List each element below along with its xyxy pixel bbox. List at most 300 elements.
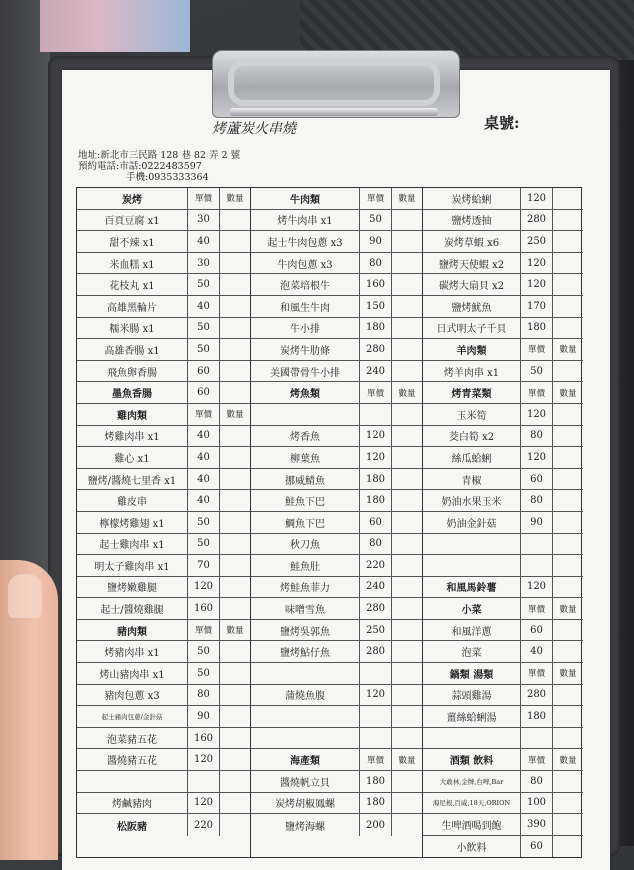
- item-price: 40: [521, 641, 553, 662]
- section-title: 炭烤: [77, 188, 188, 209]
- item-quantity: [392, 447, 422, 468]
- menu-item-row: [77, 793, 250, 815]
- background-poster: [40, 0, 190, 52]
- item-name: 鯛魚下巴: [251, 512, 360, 533]
- menu-item-row: [77, 296, 250, 318]
- item-quantity: [220, 296, 250, 317]
- item-price: 250: [360, 620, 392, 641]
- thumb-nail: [8, 574, 42, 618]
- item-quantity: [392, 598, 422, 619]
- item-price: 40: [188, 231, 220, 252]
- item-price: 180: [521, 706, 553, 727]
- price-header: 單價: [521, 598, 553, 619]
- menu-item-row: [251, 814, 422, 836]
- item-name: 鹽烤透抽: [423, 210, 521, 231]
- item-quantity: [220, 253, 250, 274]
- item-quantity: [553, 469, 583, 490]
- item-price: 30: [188, 253, 220, 274]
- item-name: 炭烤牛肋條: [251, 339, 360, 360]
- item-quantity: [220, 512, 250, 533]
- menu-item-row: [77, 318, 250, 340]
- menu-column-2: [251, 188, 423, 857]
- item-quantity: [553, 361, 583, 382]
- menu-item-row: [251, 706, 422, 728]
- menu-item-row: [77, 361, 250, 383]
- item-name: [251, 706, 360, 727]
- item-name: 鹽烤嫩雞腿: [77, 577, 188, 598]
- item-quantity: [553, 426, 583, 447]
- item-price: 160: [360, 274, 392, 295]
- menu-item-row: [251, 641, 422, 663]
- section-title: 羊肉類: [423, 339, 521, 360]
- item-price: 40: [188, 469, 220, 490]
- item-quantity: [392, 274, 422, 295]
- item-price: [188, 771, 220, 792]
- item-name: 碳烤大扇貝 x2: [423, 274, 521, 295]
- menu-item-row: [423, 253, 583, 275]
- item-name: 醬燒豬五花: [77, 749, 188, 770]
- menu-item-row: [423, 793, 583, 815]
- item-quantity: [392, 296, 422, 317]
- item-name: 味噌雪魚: [251, 598, 360, 619]
- item-name: 花枝丸 x1: [77, 274, 188, 295]
- menu-item-row: [251, 534, 422, 556]
- item-quantity: [553, 706, 583, 727]
- item-price: 120: [360, 685, 392, 706]
- menu-item-row: [251, 555, 422, 577]
- item-price: 120: [188, 577, 220, 598]
- item-price: 240: [360, 361, 392, 382]
- menu-item-row: [251, 274, 422, 296]
- quantity-header: 數量: [559, 388, 577, 399]
- menu-item-row: [423, 361, 583, 383]
- menu-item-row: [77, 663, 250, 685]
- item-price: 80: [360, 534, 392, 555]
- item-quantity: [392, 253, 422, 274]
- item-price: 180: [360, 318, 392, 339]
- item-price: 280: [521, 685, 553, 706]
- menu-section-header: [423, 382, 583, 404]
- menu-item-row: [77, 685, 250, 707]
- menu-item-row: [423, 577, 583, 599]
- item-quantity: [220, 641, 250, 662]
- item-name: 炭烤蛤蜊: [423, 188, 521, 209]
- item-quantity: [392, 469, 422, 490]
- menu-item-row: [77, 339, 250, 361]
- quantity-header: 數量: [559, 669, 577, 680]
- item-name: 飛魚卵香腸: [77, 361, 188, 382]
- item-quantity: [220, 663, 250, 684]
- item-price: 90: [521, 512, 553, 533]
- menu-item-row: [423, 210, 583, 232]
- menu-item-row: [251, 231, 422, 253]
- menu-section-header: [251, 382, 422, 404]
- item-name: 和風生牛肉: [251, 296, 360, 317]
- item-quantity: [392, 685, 422, 706]
- item-quantity: [220, 555, 250, 576]
- item-quantity: [553, 641, 583, 662]
- item-price: 220: [360, 555, 392, 576]
- item-quantity: [392, 620, 422, 641]
- menu-item-row: [77, 231, 250, 253]
- item-quantity: [553, 231, 583, 252]
- item-quantity: [392, 490, 422, 511]
- item-quantity: [392, 555, 422, 576]
- table-number-label: 桌號:: [484, 114, 520, 132]
- item-quantity: [392, 641, 422, 662]
- quantity-header: 數量: [398, 388, 416, 399]
- item-price: 120: [521, 253, 553, 274]
- item-name: 鮭魚肚: [251, 555, 360, 576]
- price-header: 單價: [521, 749, 553, 770]
- menu-item-row: [77, 382, 250, 404]
- section-title: 豬肉類: [77, 620, 188, 641]
- item-price: 50: [188, 318, 220, 339]
- item-price: 120: [521, 404, 553, 425]
- menu-item-row: [77, 577, 250, 599]
- item-price: 220: [188, 814, 220, 836]
- item-name: 柳葉魚: [251, 447, 360, 468]
- item-price: 40: [188, 447, 220, 468]
- menu-item-row: [251, 296, 422, 318]
- item-name: [251, 663, 360, 684]
- item-name: 牛肉包蔥 x3: [251, 253, 360, 274]
- item-price: 90: [188, 706, 220, 727]
- item-name: [251, 728, 360, 749]
- item-quantity: [553, 210, 583, 231]
- quantity-header: 數量: [226, 410, 244, 421]
- item-name: [251, 404, 360, 425]
- menu-item-row: [77, 426, 250, 448]
- item-quantity: [220, 210, 250, 231]
- item-price: 280: [360, 598, 392, 619]
- item-name: 醬燒帆立貝: [251, 771, 360, 792]
- item-price: 60: [521, 469, 553, 490]
- item-quantity: [553, 793, 583, 814]
- menu-item-row: [423, 274, 583, 296]
- item-price: 120: [521, 577, 553, 598]
- menu-item-row: [77, 749, 250, 771]
- item-name: 烤牛肉串 x1: [251, 210, 360, 231]
- item-price: 100: [521, 793, 553, 814]
- menu-item-row: [251, 253, 422, 275]
- menu-item-row: [251, 598, 422, 620]
- item-name: 鹽烤天使蝦 x2: [423, 253, 521, 274]
- item-price: 80: [360, 253, 392, 274]
- menu-item-row: [77, 490, 250, 512]
- item-price: 240: [360, 577, 392, 598]
- item-quantity: [553, 534, 583, 555]
- item-quantity: [392, 404, 422, 425]
- item-quantity: [220, 771, 250, 792]
- item-name: [423, 534, 521, 555]
- item-name: [423, 728, 521, 749]
- item-price: 120: [360, 447, 392, 468]
- item-quantity: [553, 814, 583, 835]
- menu-item-row: [251, 512, 422, 534]
- section-title: 小菜: [423, 598, 521, 619]
- price-header: 單價: [188, 404, 220, 425]
- item-quantity: [392, 339, 422, 360]
- menu-item-row: [423, 426, 583, 448]
- item-quantity: [553, 577, 583, 598]
- menu-section-header: [423, 663, 583, 685]
- item-name: 烤鹹豬肉: [77, 793, 188, 814]
- menu-item-row: [251, 663, 422, 685]
- price-header: 單價: [188, 620, 220, 641]
- price-header: 單價: [521, 663, 553, 684]
- item-price: 50: [188, 534, 220, 555]
- item-quantity: [392, 793, 422, 814]
- menu-item-row: [77, 469, 250, 491]
- item-quantity: [220, 339, 250, 360]
- item-name: 烤鮭魚菲力: [251, 577, 360, 598]
- section-title: 烤魚類: [251, 382, 360, 403]
- item-name: 奶油金針菇: [423, 512, 521, 533]
- item-name: 高雄香腸 x1: [77, 339, 188, 360]
- item-name: 米血糕 x1: [77, 253, 188, 274]
- menu-item-row: [251, 490, 422, 512]
- menu-section-header: [251, 188, 422, 210]
- item-quantity: [392, 814, 422, 836]
- section-title: 雞肉類: [77, 404, 188, 425]
- item-name: 奶油水果玉米: [423, 490, 521, 511]
- item-price: 50: [188, 512, 220, 533]
- menu-item-row: [423, 771, 583, 793]
- item-name: 泡菜培根牛: [251, 274, 360, 295]
- menu-column-3: [423, 188, 583, 857]
- item-name: 墨魚香腸: [77, 382, 188, 403]
- menu-item-row: [77, 447, 250, 469]
- menu-item-row: [77, 706, 250, 728]
- item-price: 180: [360, 771, 392, 792]
- item-quantity: [392, 577, 422, 598]
- menu-item-row: [423, 296, 583, 318]
- item-name: 鹽烤吳郭魚: [251, 620, 360, 641]
- item-price: [360, 706, 392, 727]
- item-quantity: [392, 318, 422, 339]
- menu-item-row: [423, 512, 583, 534]
- menu-item-row: [423, 685, 583, 707]
- item-name: 玉米筍: [423, 404, 521, 425]
- item-price: [360, 728, 392, 749]
- menu-item-row: [251, 685, 422, 707]
- item-name: 牛小排: [251, 318, 360, 339]
- item-price: 40: [188, 426, 220, 447]
- menu-item-row: [251, 404, 422, 426]
- price-header: 單價: [360, 188, 392, 209]
- mobile-phone: 手機:0935333364: [126, 172, 209, 183]
- section-title: 烤青菜類: [423, 382, 521, 403]
- menu-item-row: [251, 447, 422, 469]
- menu-item-row: [423, 620, 583, 642]
- item-name: 炭烤胡椒鳳螺: [251, 793, 360, 814]
- item-name: 大敢林,金牌,台啤,Bar: [423, 771, 521, 792]
- item-price: 80: [521, 771, 553, 792]
- menu-item-row: [423, 447, 583, 469]
- menu-column-1: [77, 188, 251, 857]
- item-name: 百頁豆腐 x1: [77, 210, 188, 231]
- item-name: 鹽烤/醬燒七里香 x1: [77, 469, 188, 490]
- item-price: 250: [521, 231, 553, 252]
- menu-item-row: [423, 469, 583, 491]
- item-quantity: [392, 512, 422, 533]
- item-name: [77, 771, 188, 792]
- item-quantity: [553, 620, 583, 641]
- item-name: 秋刀魚: [251, 534, 360, 555]
- item-quantity: [220, 728, 250, 749]
- menu-item-row: [251, 361, 422, 383]
- price-header: 單價: [521, 339, 553, 360]
- item-name: 挪威鯖魚: [251, 469, 360, 490]
- item-quantity: [220, 361, 250, 382]
- item-price: 80: [188, 685, 220, 706]
- item-price: 180: [521, 318, 553, 339]
- item-quantity: [220, 426, 250, 447]
- section-title: 鍋類 湯類: [423, 663, 521, 684]
- price-header: 單價: [188, 188, 220, 209]
- menu-item-row: [251, 469, 422, 491]
- menu-item-row: [423, 318, 583, 340]
- item-name: 雞皮串: [77, 490, 188, 511]
- item-price: 390: [521, 814, 553, 835]
- menu-item-row: [423, 641, 583, 663]
- item-price: 60: [521, 620, 553, 641]
- menu-item-row: [423, 534, 583, 556]
- item-price: [360, 404, 392, 425]
- menu-item-row: [423, 706, 583, 728]
- item-quantity: [220, 598, 250, 619]
- item-name: 烤香魚: [251, 426, 360, 447]
- item-quantity: [220, 231, 250, 252]
- item-quantity: [392, 728, 422, 749]
- item-price: 160: [188, 728, 220, 749]
- item-name: 鮭魚下巴: [251, 490, 360, 511]
- item-quantity: [553, 296, 583, 317]
- item-name: 糯米腸 x1: [77, 318, 188, 339]
- item-quantity: [220, 814, 250, 836]
- item-name: 茭白筍 x2: [423, 426, 521, 447]
- price-header: 單價: [360, 382, 392, 403]
- item-quantity: [553, 274, 583, 295]
- item-name: 烤豬肉串 x1: [77, 641, 188, 662]
- menu-item-row: [423, 555, 583, 577]
- item-price: 200: [360, 814, 392, 836]
- menu-item-row: [77, 641, 250, 663]
- menu-item-row: [251, 620, 422, 642]
- item-price: 80: [521, 490, 553, 511]
- item-quantity: [553, 490, 583, 511]
- item-price: 40: [188, 490, 220, 511]
- menu-item-row: [77, 274, 250, 296]
- menu-item-row: [423, 231, 583, 253]
- price-header: 單價: [521, 382, 553, 403]
- menu-item-row: [251, 771, 422, 793]
- item-price: 80: [521, 426, 553, 447]
- item-name: 炭烤草蝦 x6: [423, 231, 521, 252]
- item-price: 70: [188, 555, 220, 576]
- item-price: 50: [360, 210, 392, 231]
- item-name: 起士/醬燒雞腿: [77, 598, 188, 619]
- item-quantity: [553, 512, 583, 533]
- menu-section-header: [423, 749, 583, 771]
- restaurant-name: 烤蘆炭火串燒: [212, 121, 296, 137]
- quantity-header: 數量: [226, 194, 244, 205]
- menu-item-row: [77, 814, 250, 836]
- item-price: [360, 663, 392, 684]
- menu-item-row: [77, 253, 250, 275]
- item-name: 高雄黑輪片: [77, 296, 188, 317]
- menu-item-row: [77, 771, 250, 793]
- menu-section-header: [77, 620, 250, 642]
- item-name: 和風洋蔥: [423, 620, 521, 641]
- item-price: 50: [188, 339, 220, 360]
- menu-section-header: [423, 339, 583, 361]
- menu-item-row: [251, 426, 422, 448]
- item-quantity: [392, 231, 422, 252]
- item-price: 50: [521, 361, 553, 382]
- item-name: [423, 555, 521, 576]
- item-price: 60: [188, 361, 220, 382]
- item-name: 美國帶骨牛小排: [251, 361, 360, 382]
- item-price: [521, 555, 553, 576]
- item-name: 鹽烤海螺: [251, 814, 360, 836]
- item-name: 鹽烤鮎仔魚: [251, 641, 360, 662]
- item-quantity: [220, 577, 250, 598]
- clipboard-clip-bar: [230, 108, 438, 116]
- menu-section-header: [423, 598, 583, 620]
- item-name: 蒲燒魚腹: [251, 685, 360, 706]
- item-quantity: [220, 534, 250, 555]
- item-quantity: [553, 728, 583, 749]
- item-name: 海尼根,百威,18天,ORION: [423, 793, 521, 814]
- item-quantity: [553, 253, 583, 274]
- item-price: 280: [360, 641, 392, 662]
- item-price: [521, 728, 553, 749]
- menu-item-row: [251, 210, 422, 232]
- item-name: 泡菜豬五花: [77, 728, 188, 749]
- menu-item-row: [77, 728, 250, 750]
- menu-item-row: [77, 534, 250, 556]
- menu-item-row: [77, 210, 250, 232]
- item-price: 50: [188, 663, 220, 684]
- menu-item-row: [251, 577, 422, 599]
- menu-item-row: [423, 728, 583, 750]
- section-title: 牛肉類: [251, 188, 360, 209]
- menu-item-row: [77, 598, 250, 620]
- contact-info: [78, 150, 240, 183]
- quantity-header: 數量: [398, 755, 416, 766]
- item-price: 120: [188, 793, 220, 814]
- item-price: 180: [360, 793, 392, 814]
- item-quantity: [553, 771, 583, 792]
- item-price: 40: [188, 296, 220, 317]
- quantity-header: 數量: [226, 626, 244, 637]
- menu-item-row: [423, 836, 583, 858]
- item-name: 起士雞肉串 x1: [77, 534, 188, 555]
- item-quantity: [553, 447, 583, 468]
- item-name: 鹽烤魷魚: [423, 296, 521, 317]
- item-name: 甜不辣 x1: [77, 231, 188, 252]
- item-name: 烤山豬肉串 x1: [77, 663, 188, 684]
- item-name: 青椒: [423, 469, 521, 490]
- item-name: 起士牛肉包蔥 x3: [251, 231, 360, 252]
- item-name: 蒜頭雞湯: [423, 685, 521, 706]
- item-price: 120: [521, 274, 553, 295]
- menu-item-row: [251, 728, 422, 750]
- item-quantity: [392, 771, 422, 792]
- menu-item-row: [423, 188, 583, 210]
